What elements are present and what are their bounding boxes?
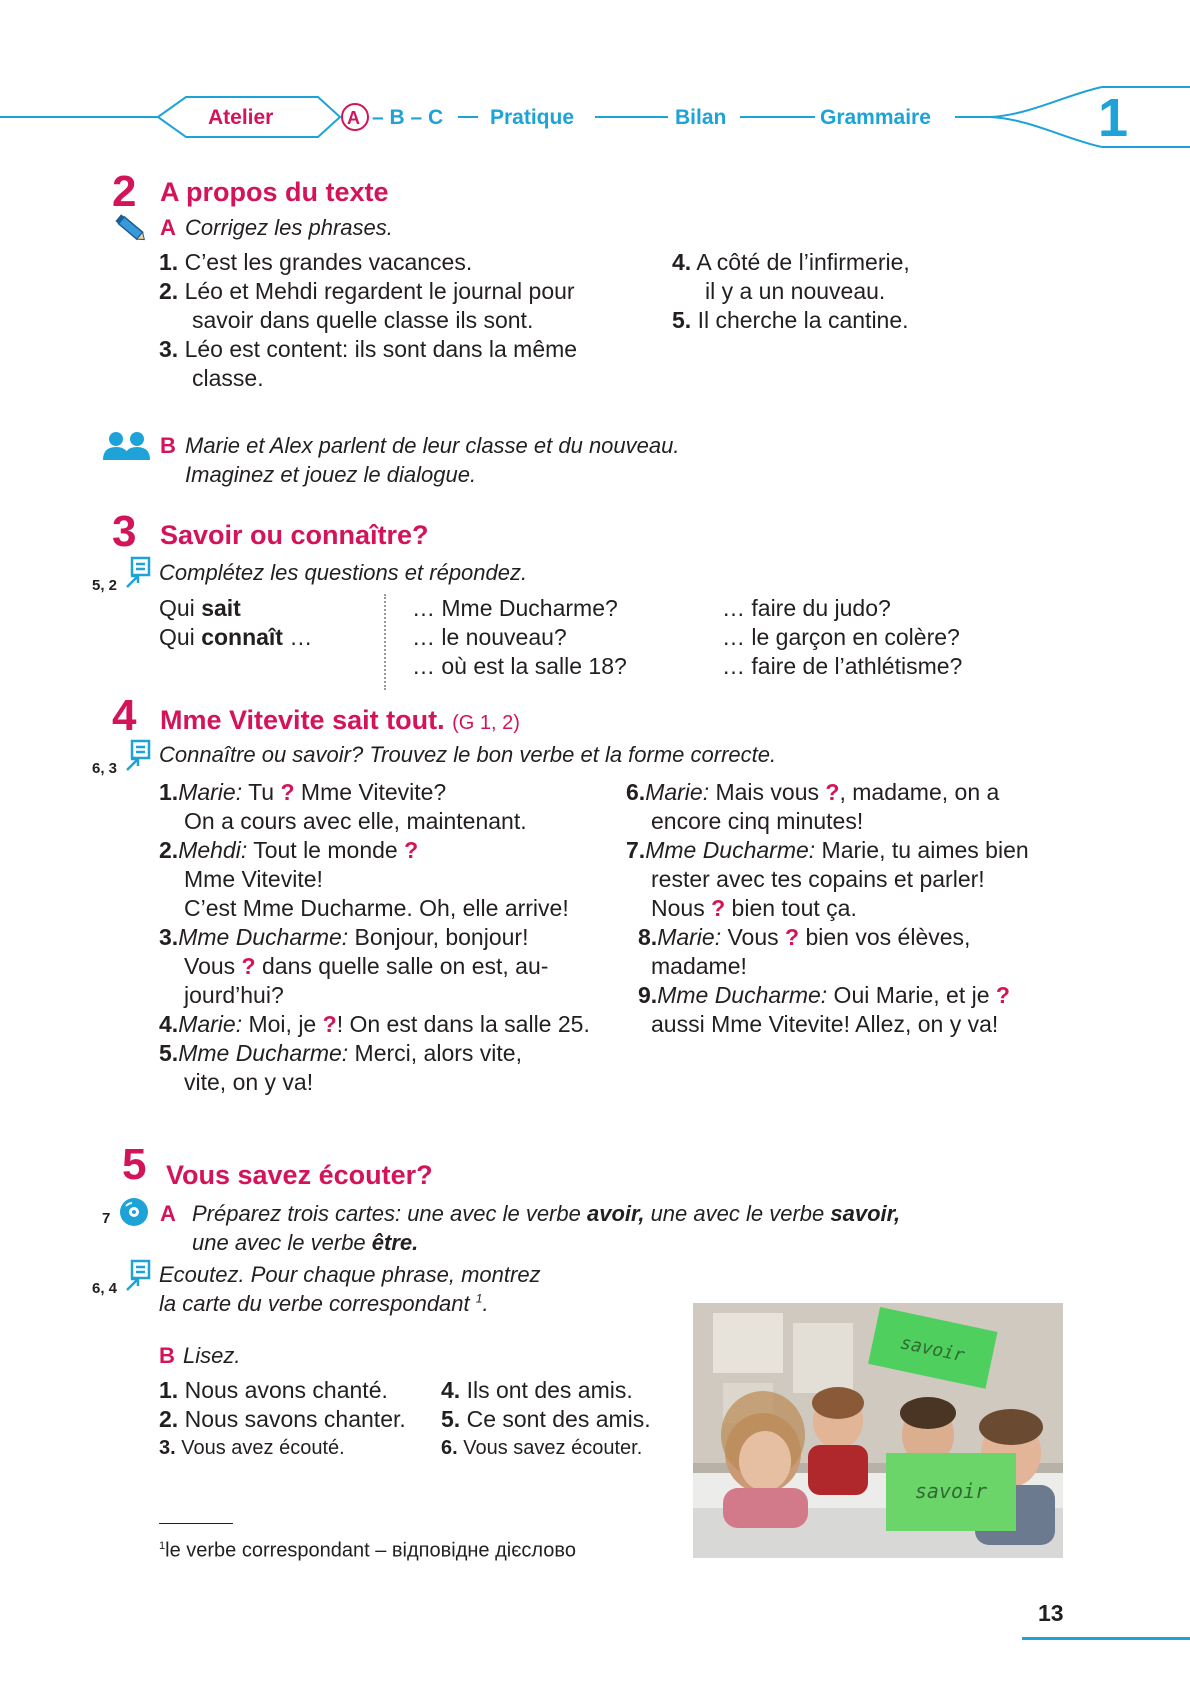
ex4-item-4: 4.Marie: Moi, je ?! On est dans la salle 25. xyxy=(159,1011,590,1037)
ex4-item-6: 6.Marie: Mais vous ?, madame, on a xyxy=(626,779,1000,805)
header-nav-lines xyxy=(0,85,1190,155)
ex4-item-7-line-2: rester avec tes copains et parler! xyxy=(651,866,985,892)
exercise-3-number: 3 xyxy=(112,507,137,556)
ex4-item-3-line-3: jourd’hui? xyxy=(184,982,284,1008)
exercise-3-instruction: Complétez les questions et répondez. xyxy=(159,560,528,585)
ex3-col3-row-1: … faire du judo? xyxy=(722,595,891,621)
footnote-divider xyxy=(159,1523,233,1524)
ex3-col2-row-3: … où est la salle 18? xyxy=(412,653,627,679)
ex4-item-7: 7.Mme Ducharme: Marie, tu aimes bien xyxy=(626,837,1029,863)
ex2-item-5: 5. Il cherche la cantine. xyxy=(672,307,909,333)
ex3-col1-row-2: Qui connaît … xyxy=(159,624,313,650)
ex4-item-3: 3.Mme Ducharme: Bonjour, bonjour! xyxy=(159,924,529,950)
exercise-2-b-line-2: Imaginez et jouez le dialogue. xyxy=(185,462,477,487)
audio-cd-icon[interactable] xyxy=(118,1196,150,1228)
column-divider xyxy=(384,594,386,690)
exercise-4-number: 4 xyxy=(112,691,137,740)
ex4-item-6-line-2: encore cinq minutes! xyxy=(651,808,864,834)
chapter-number: 1 xyxy=(1098,88,1129,148)
nav-bilan[interactable]: Bilan xyxy=(675,106,727,129)
nav-a[interactable]: A xyxy=(347,108,360,128)
nav-grammaire[interactable]: Grammaire xyxy=(820,106,931,129)
ex2-item-1: 1. C’est les grandes vacances. xyxy=(159,249,473,275)
pair-work-icon xyxy=(102,430,152,462)
ex3-col1-row-1: Qui sait xyxy=(159,595,241,621)
ex4-item-7-line-3: Nous ? bien tout ça. xyxy=(651,895,857,921)
classroom-photo xyxy=(693,1303,1063,1558)
ex5-b-item-5: 5. Ce sont des amis. xyxy=(441,1406,651,1432)
card-text-bottom: savoir xyxy=(914,1479,988,1503)
exercise-5-a-line-2: une avec le verbe être. xyxy=(192,1230,419,1255)
footnote-reference: 1 xyxy=(475,1291,483,1306)
exercise-2-a-letter: A xyxy=(160,215,176,240)
ex3-col3-row-2: … le garçon en colère? xyxy=(722,624,960,650)
workbook-icon xyxy=(124,556,152,590)
ex4-item-5-line-2: vite, on y va! xyxy=(184,1069,314,1095)
workbook-icon xyxy=(124,1259,152,1293)
exercise-2-title: A propos du texte xyxy=(160,177,389,207)
ex4-item-2-line-2: Mme Vitevite! xyxy=(184,866,323,892)
ex2-item-4: 4. A côté de l’infirmerie, xyxy=(672,249,910,275)
exercise-5-listen-line-1: Ecoutez. Pour chaque phrase, montrez xyxy=(159,1262,541,1287)
footnote: $^1$le verbe correspondant – відповідне дієслово xyxy=(159,1539,576,1562)
exercise-5-a-line-1: Préparez trois cartes: une avec le verbe avoir, une avec le verbe savoir, xyxy=(192,1201,901,1226)
ex4-item-5: 5.Mme Ducharme: Merci, alors vite, xyxy=(159,1040,522,1066)
ex4-item-1: 1.Marie: Tu ? Mme Vitevite? xyxy=(159,779,447,805)
ex4-item-1-line-2: On a cours avec elle, maintenant. xyxy=(184,808,527,834)
ex4-item-2: 2.Mehdi: Tout le monde ? xyxy=(159,837,419,863)
ex2-item-2: 2. Léo et Mehdi regardent le journal pour xyxy=(159,278,575,304)
exercise-4-title: Mme Vitevite sait tout. (G 1, 2) xyxy=(160,705,520,735)
exercise-2-number: 2 xyxy=(112,167,137,216)
exercise-2-b-line-1: Marie et Alex parlent de leur classe et du nouveau. xyxy=(185,433,680,458)
ex4-item-3-line-2: Vous ? dans quelle salle on est, au- xyxy=(184,953,549,979)
ex4-item-8-line-2: madame! xyxy=(651,953,747,979)
exercise-5-listen-line-2: la carte du verbe correspondant $^1$. xyxy=(159,1291,489,1316)
ex4-item-9: 9.Mme Ducharme: Oui Marie, et je ? xyxy=(638,982,1010,1008)
exercise-4-grammar-ref: (G 1, 2) xyxy=(452,712,520,734)
ex5-b-item-1: 1. Nous avons chanté. xyxy=(159,1377,388,1403)
ex5-b-item-4: 4. Ils ont des amis. xyxy=(441,1377,633,1403)
workbook-icon xyxy=(124,739,152,773)
exercise-4-workbook-ref: 6, 3 xyxy=(92,760,118,777)
ex3-col2-row-1: … Mme Ducharme? xyxy=(412,595,618,621)
exercise-5-b-instruction: Lisez. xyxy=(183,1343,241,1368)
nav-atelier[interactable]: Atelier xyxy=(208,106,274,129)
ex2-item-3-line-2: classe. xyxy=(192,365,264,391)
exercise-5-track-number[interactable]: 7 xyxy=(102,1210,111,1227)
ex4-item-8: 8.Marie: Vous ? bien vos élèves, xyxy=(638,924,971,950)
exercise-3-workbook-ref: 5, 2 xyxy=(92,577,118,594)
nav-bc[interactable]: – B – C xyxy=(372,106,444,129)
nav-pratique[interactable]: Pratique xyxy=(490,106,575,129)
exercise-5-number: 5 xyxy=(122,1140,147,1189)
ex3-col3-row-3: … faire de l’athlétisme? xyxy=(722,653,963,679)
ex5-b-item-3: 3. Vous avez écouté. xyxy=(159,1437,345,1459)
card-text-top: savoir xyxy=(898,1332,967,1367)
exercise-5-a-letter: A xyxy=(160,1201,176,1226)
ex5-b-item-6: 6. Vous savez écouter. xyxy=(441,1437,643,1459)
exercise-4-instruction: Connaître ou savoir? Trouvez le bon verbe et la forme correcte. xyxy=(159,742,777,767)
exercise-5-workbook-ref: 6, 4 xyxy=(92,1280,118,1297)
ex4-item-2-line-3: C’est Mme Ducharme. Oh, elle arrive! xyxy=(184,895,569,921)
exercise-2-a-instruction: Corrigez les phrases. xyxy=(185,215,393,240)
ex2-item-4-line-2: il y a un nouveau. xyxy=(705,278,886,304)
ex5-b-item-2: 2. Nous savons chanter. xyxy=(159,1406,406,1432)
ex4-item-9-line-2: aussi Mme Vitevite! Allez, on y va! xyxy=(651,1011,999,1037)
exercise-3-title: Savoir ou connaître? xyxy=(160,520,429,550)
ex3-col2-row-2: … le nouveau? xyxy=(412,624,567,650)
ex2-item-2-line-2: savoir dans quelle classe ils sont. xyxy=(192,307,534,333)
exercise-2-b-letter: B xyxy=(160,433,176,458)
page-number: 13 xyxy=(1038,1600,1064,1626)
exercise-5-b-letter: B xyxy=(159,1343,175,1368)
page-number-rule xyxy=(1022,1637,1190,1640)
pencil-icon xyxy=(114,212,148,246)
exercise-5-title: Vous savez écouter? xyxy=(166,1160,433,1190)
ex2-item-3: 3. Léo est content: ils sont dans la même xyxy=(159,336,578,362)
